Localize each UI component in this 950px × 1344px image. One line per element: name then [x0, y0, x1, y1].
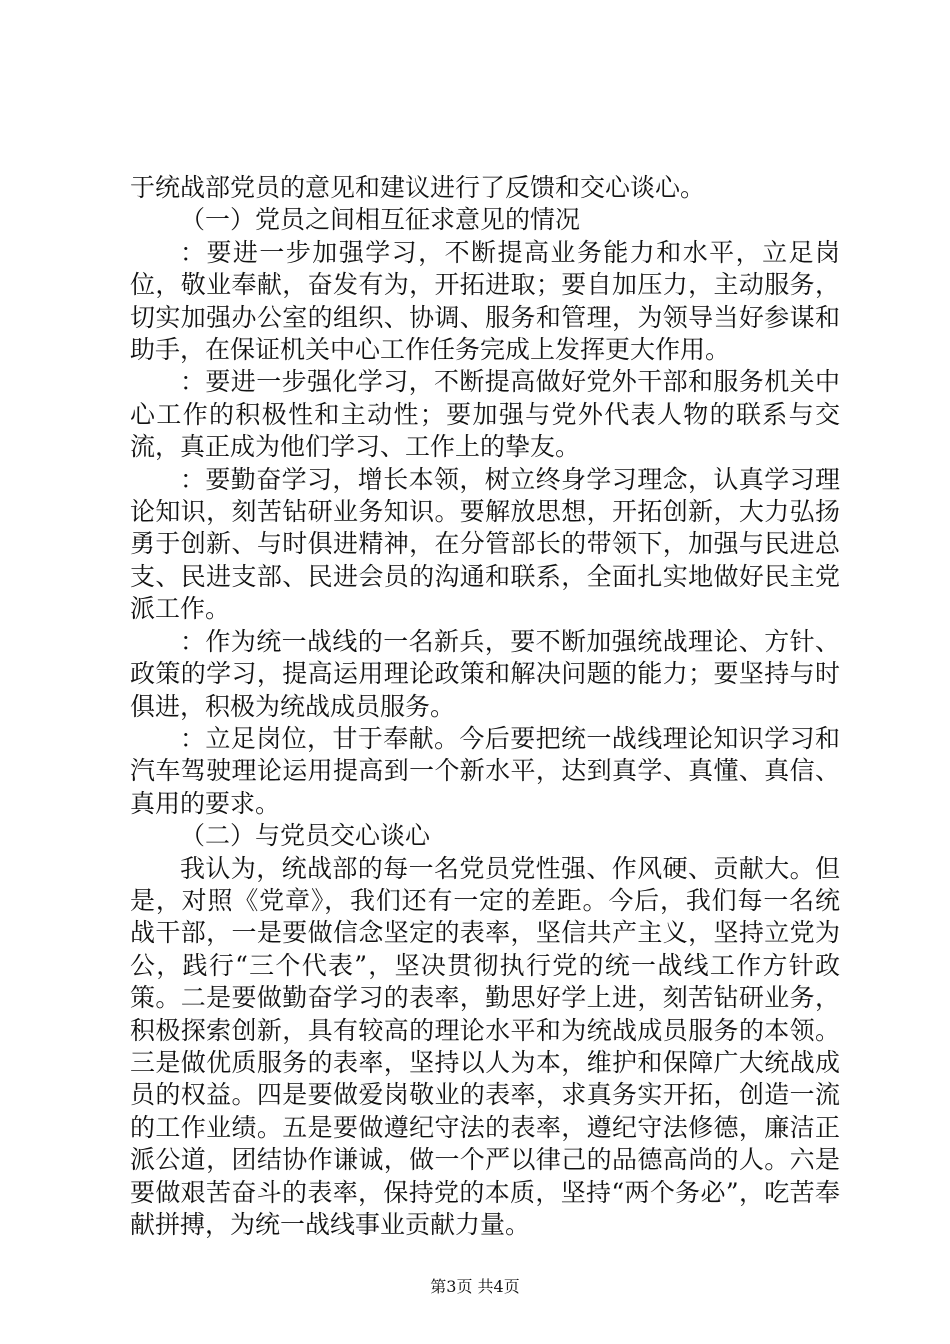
document-body — [130, 172, 840, 1241]
paragraph-continuation: 于统战部党员的意见和建议进行了反馈和交心谈心。 — [130, 173, 706, 202]
paragraph-opinion-2: ：要进一步强化学习，不断提高做好党外干部和服务机关中心工作的积极性和主动性；要加强与党外代表人物的联系与交流，真正成为他们学习、工作上的挚友。 — [130, 367, 840, 462]
paragraph-opinion-1: ：要进一步加强学习，不断提高业务能力和水平，立足岗位，敬业奉献，奋发有为，开拓进取；要自加压力，主动服务，切实加强办公室的组织、协调、服务和管理，为领导当好参谋和助手，在保证机关中心工作任务完成上发挥更大作用。 — [130, 237, 840, 365]
page-number-footer: 第3页 共4页 — [430, 1277, 520, 1296]
section-heading-1: （一）党员之间相互征求意见的情况 — [180, 205, 581, 235]
paragraph-opinion-4: ：作为统一战线的一名新兵，要不断加强统战理论、方针、政策的学习，提高运用理论政策和解决问题的能力；要坚持与时俱进，积极为统战成员服务。 — [130, 626, 840, 721]
paragraph-opinion-5: ：立足岗位，甘于奉献。今后要把统一战线理论知识学习和汽车驾驶理论运用提高到一个新水平，达到真学、真懂、真信、真用的要求。 — [130, 723, 840, 818]
paragraph-opinion-3: ：要勤奋学习，增长本领，树立终身学习理念，认真学习理论知识，刻苦钻研业务知识。要解放思想，开拓创新，大力弘扬勇于创新、与时俱进精神，在分管部长的带领下，加强与民进总支、民进支部、民进会员的沟通和联系，全面扎实地做好民主党派工作。 — [130, 464, 840, 624]
paragraph-conversation: 我认为，统战部的每一名党员党性强、作风硬、贡献大。但是，对照《党章》，我们还有一定的差距。今后，我们每一名统战干部，一是要做信念坚定的表率，坚信共产主义，坚持立党为公，践行“三个代表”，坚决贯彻执行党的统一战线工作方针政策。二是要做勤奋学习的表率，勤思好学上进，刻苦钻研业务，积极探索创新，具有较高的理论水平和为统战成员服务的本领。三是做优质服务的表率，坚持以人为本，维护和保障广大统战成员的权益。四是要做爱岗敬业的表率，求真务实开拓，创造一流的工作业绩。五是要做遵纪守法的表率，遵纪守法修德，廉洁正派公道，团结协作谦诚，做一个严以律己的品德高尚的人。六是要做艰苦奋斗的表率，保持党的本质，坚持“两个务必”，吃苦奉献拼搏，为统一战线事业贡献力量。 — [130, 853, 840, 1239]
section-heading-2: （二）与党员交心谈心 — [180, 821, 431, 851]
